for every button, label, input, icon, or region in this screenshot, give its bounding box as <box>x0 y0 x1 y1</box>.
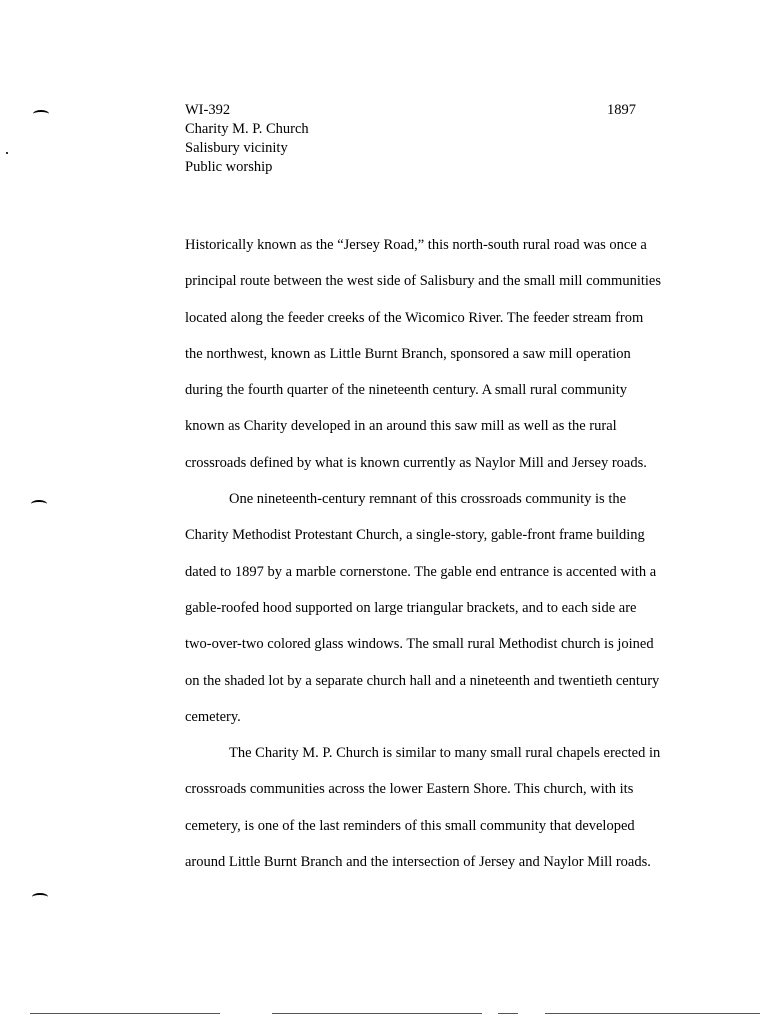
binder-mark-bottom <box>32 893 48 901</box>
scan-artifact-line <box>498 1013 518 1014</box>
binder-mark-middle <box>31 500 47 508</box>
body-line: Historically known as the “Jersey Road,” this north-south rural road was once a <box>185 237 647 253</box>
document-body <box>185 227 672 880</box>
body-line: the northwest, known as Little Burnt Branch, sponsored a saw mill operation <box>185 345 631 362</box>
property-name: Charity M. P. Church <box>185 121 309 137</box>
property-use: Public worship <box>185 159 273 175</box>
scan-artifact-line <box>30 1013 220 1014</box>
scan-speck <box>6 152 8 154</box>
scan-artifact-line <box>272 1013 482 1014</box>
body-line: gable-roofed hood supported on large triangular brackets, and to each side are <box>185 599 637 616</box>
binder-mark-top <box>33 110 49 118</box>
document-header <box>185 101 309 177</box>
body-line: crossroads defined by what is known currently as Naylor Mill and Jersey roads. <box>185 454 647 471</box>
body-line: dated to 1897 by a marble cornerstone. The gable end entrance is accented with a <box>185 563 657 580</box>
site-id: WI-392 <box>185 102 231 118</box>
body-line: cemetery. <box>185 708 241 725</box>
body-line: known as Charity developed in an around this saw mill as well as the rural <box>185 418 617 435</box>
body-line: two-over-two colored glass windows. The small rural Methodist church is joined <box>185 636 654 653</box>
body-line: located along the feeder creeks of the Wicomico River. The feeder stream from <box>185 309 644 326</box>
body-line: crossroads communities across the lower Eastern Shore. This church, with its <box>185 781 634 798</box>
scan-artifact-line <box>545 1013 760 1014</box>
body-line: on the shaded lot by a separate church hall and a nineteenth and twentieth century <box>185 672 660 689</box>
body-line: cemetery, is one of the last reminders of this small community that developed <box>185 817 635 834</box>
construction-year: 1897 <box>607 102 636 118</box>
property-location: Salisbury vicinity <box>185 140 288 156</box>
body-line: around Little Burnt Branch and the intersection of Jersey and Naylor Mill roads. <box>185 854 651 871</box>
body-line: principal route between the west side of Salisbury and the small mill communities <box>185 273 661 290</box>
body-line: One nineteenth-century remnant of this crossroads community is the <box>229 491 627 508</box>
body-line: Charity Methodist Protestant Church, a single-story, gable-front frame building <box>185 527 645 544</box>
body-line: The Charity M. P. Church is similar to many small rural chapels erected in <box>229 745 661 762</box>
body-line: during the fourth quarter of the nineteenth century. A small rural community <box>185 382 627 399</box>
